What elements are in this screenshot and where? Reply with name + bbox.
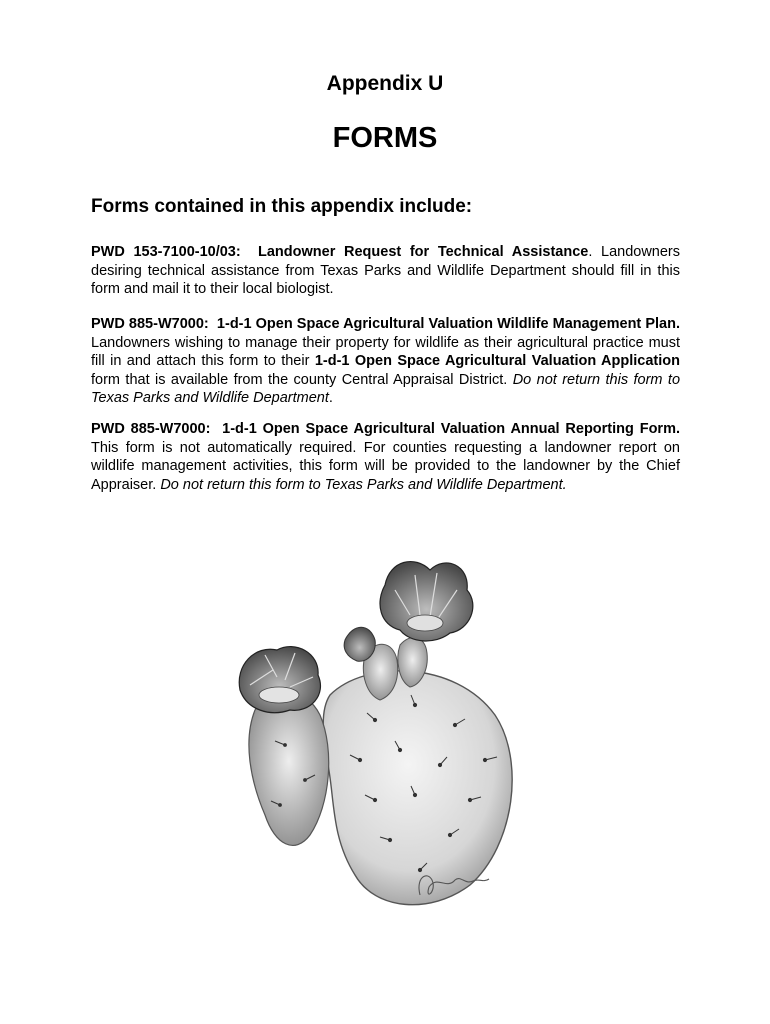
form-entry-annual-reporting: [91, 420, 680, 494]
page-title: FORMS: [332, 122, 438, 154]
left-flower: [239, 647, 320, 713]
return-note: Do not return this form to Texas Parks and Wildlife Department: [91, 371, 681, 407]
cactus-illustration: [215, 545, 535, 915]
form-description: This form is not automatically required. For counties requesting a landowner report on wildlife management activities, this form will be provided to the landowner by the Chief Appraiser.: [91, 439, 680, 493]
form-description-continued: form that is available from the county Central Appraisal District.: [91, 371, 513, 388]
return-note: Do not return this form to Texas Parks and Wildlife Department.: [160, 476, 567, 493]
form-description: . Landowners desiring technical assistance from Texas Parks and Wildlife Department should fill in this form and mail it to their local biologist.: [91, 244, 681, 298]
section-heading: Forms contained in this appendix include:: [91, 196, 473, 217]
form-code: PWD 885-W7000:: [91, 421, 211, 437]
form-name: Landowner Request for Technical Assistance: [258, 244, 589, 260]
form-name: 1-d-1 Open Space Agricultural Valuation Wildlife Management Plan.: [216, 316, 680, 332]
bud: [344, 627, 375, 661]
form-description: Landowners wishing to manage their property for wildlife as their agricultural practice must fill in and attach this form to their: [91, 334, 680, 370]
left-pad: [249, 692, 329, 846]
form-code: PWD 153-7100-10/03:: [91, 244, 241, 260]
top-flower: [380, 562, 473, 641]
return-note-end: .: [328, 390, 333, 407]
form-name: 1-d-1 Open Space Agricultural Valuation Annual Reporting Form.: [222, 421, 680, 437]
form-entry-wildlife-management-plan: [91, 315, 680, 408]
appendix-label: Appendix U: [326, 72, 444, 95]
application-name: 1-d-1 Open Space Agricultural Valuation Application: [314, 353, 680, 370]
form-entry-technical-assistance: [91, 243, 680, 299]
main-pad: [323, 671, 512, 905]
form-code: PWD 885-W7000:: [91, 316, 209, 332]
